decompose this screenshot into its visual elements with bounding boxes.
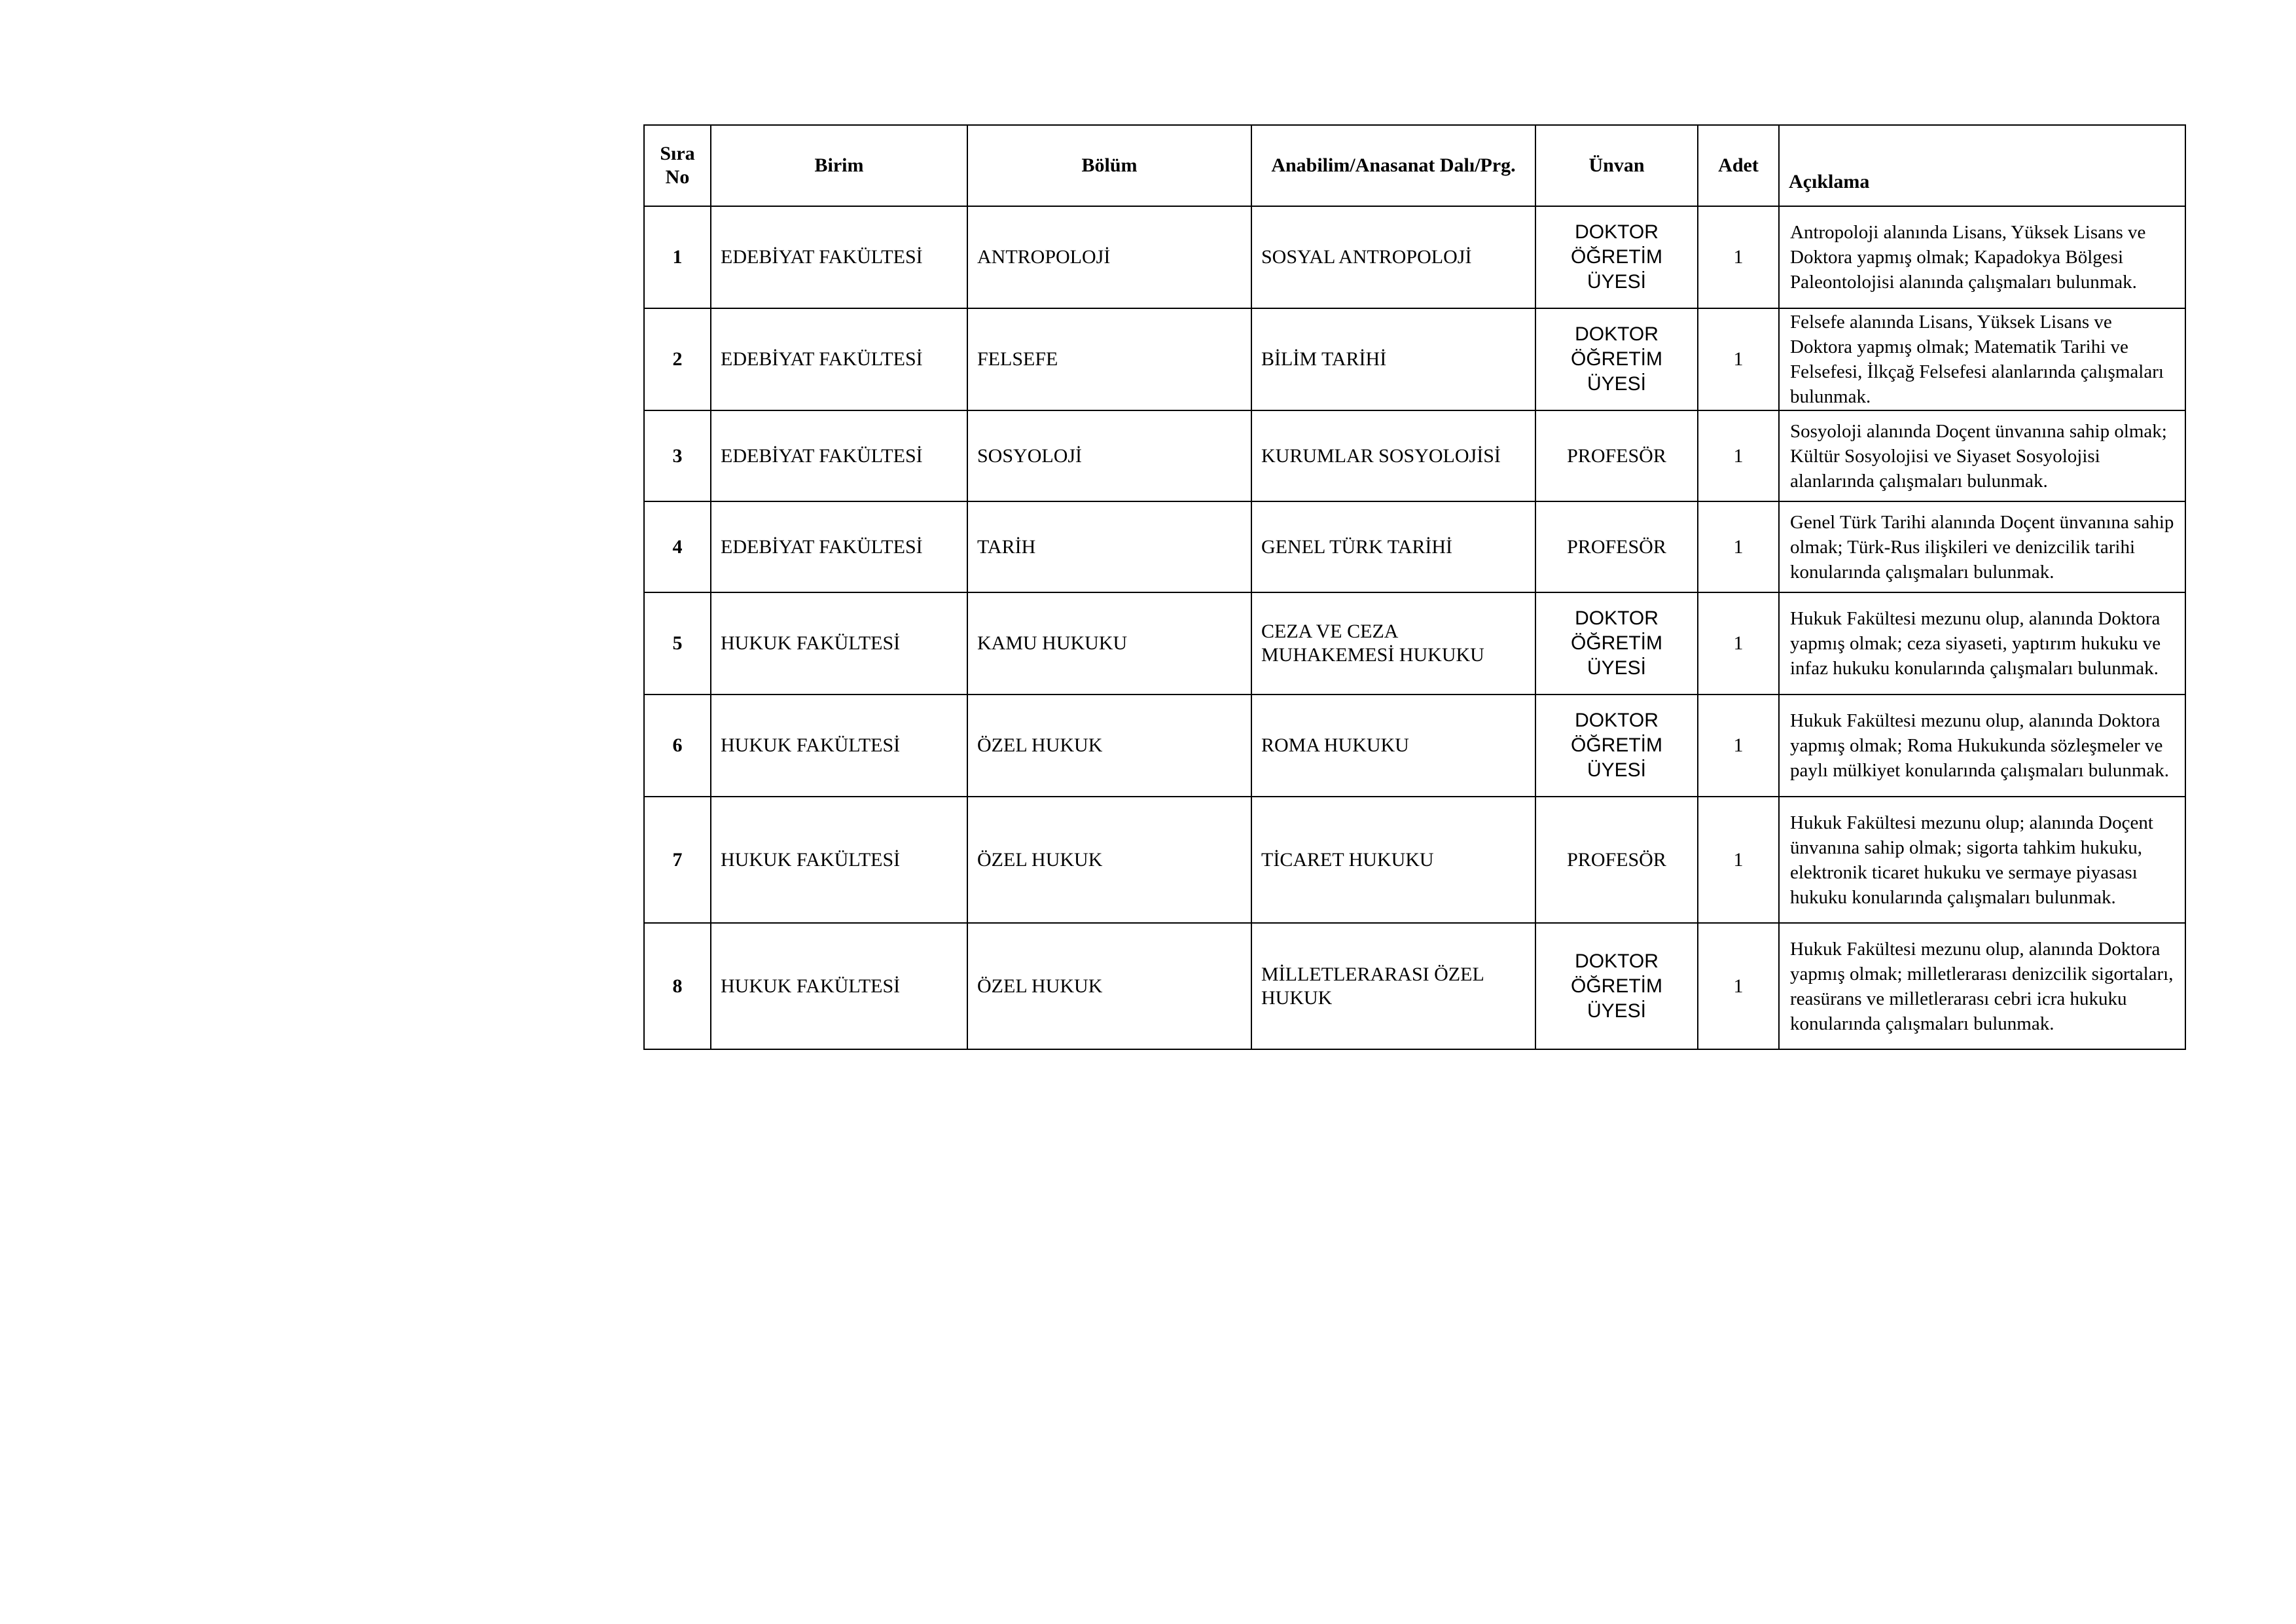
- cell-sira-no: 5: [644, 592, 711, 695]
- header-anabilim-dali: Anabilim/Anasanat Dalı/Prg.: [1251, 125, 1535, 206]
- cell-aciklama: Sosyoloji alanında Doçent ünvanına sahip olmak; Kültür Sosyolojisi ve Siyaset Sosyolojisi alanlarında çalışmaları bulunmak.: [1779, 410, 2185, 501]
- cell-sira-no: 8: [644, 923, 711, 1049]
- table-row: [644, 206, 2185, 308]
- cell-unvan: DOKTOR ÖĞRETİM ÜYESİ: [1535, 695, 1698, 797]
- cell-anabilim-dali: TİCARET HUKUKU: [1251, 797, 1535, 923]
- cell-aciklama: Felsefe alanında Lisans, Yüksek Lisans ve Doktora yapmış olmak; Matematik Tarihi ve Felsefesi, İlkçağ Felsefesi alanlarında çalışmaları bulunmak.: [1779, 308, 2185, 410]
- cell-birim: HUKUK FAKÜLTESİ: [711, 923, 967, 1049]
- cell-bolum: SOSYOLOJİ: [967, 410, 1251, 501]
- cell-anabilim-dali: ROMA HUKUKU: [1251, 695, 1535, 797]
- cell-bolum: KAMU HUKUKU: [967, 592, 1251, 695]
- cell-aciklama: Hukuk Fakültesi mezunu olup, alanında Doktora yapmış olmak; milletlerarası denizcilik sigortaları, reasürans ve milletlerarası cebri icra hukuku konularında çalışmaları bulunmak.: [1779, 923, 2185, 1049]
- cell-unvan: PROFESÖR: [1535, 797, 1698, 923]
- cell-unvan: DOKTOR ÖĞRETİM ÜYESİ: [1535, 206, 1698, 308]
- cell-adet: 1: [1698, 695, 1779, 797]
- cell-sira-no: 6: [644, 695, 711, 797]
- header-sira-no: Sıra No: [644, 125, 711, 206]
- cell-birim: HUKUK FAKÜLTESİ: [711, 695, 967, 797]
- header-birim: Birim: [711, 125, 967, 206]
- cell-sira-no: 4: [644, 501, 711, 592]
- cell-bolum: ÖZEL HUKUK: [967, 923, 1251, 1049]
- table-row: [644, 695, 2185, 797]
- cell-anabilim-dali: MİLLETLERARASI ÖZEL HUKUK: [1251, 923, 1535, 1049]
- cell-adet: 1: [1698, 308, 1779, 410]
- cell-bolum: ÖZEL HUKUK: [967, 797, 1251, 923]
- cell-birim: EDEBİYAT FAKÜLTESİ: [711, 206, 967, 308]
- cell-anabilim-dali: SOSYAL ANTROPOLOJİ: [1251, 206, 1535, 308]
- table-header: [644, 125, 2185, 206]
- cell-bolum: ÖZEL HUKUK: [967, 695, 1251, 797]
- header-bolum: Bölüm: [967, 125, 1251, 206]
- cell-aciklama: Hukuk Fakültesi mezunu olup, alanında Doktora yapmış olmak; Roma Hukukunda sözleşmeler ve paylı mülkiyet konularında çalışmaları bulunmak.: [1779, 695, 2185, 797]
- cell-adet: 1: [1698, 501, 1779, 592]
- staff-positions-table: [643, 124, 2186, 1050]
- cell-unvan: DOKTOR ÖĞRETİM ÜYESİ: [1535, 308, 1698, 410]
- cell-anabilim-dali: BİLİM TARİHİ: [1251, 308, 1535, 410]
- cell-adet: 1: [1698, 206, 1779, 308]
- table-row: [644, 410, 2185, 501]
- cell-sira-no: 2: [644, 308, 711, 410]
- cell-unvan: PROFESÖR: [1535, 410, 1698, 501]
- cell-bolum: TARİH: [967, 501, 1251, 592]
- cell-aciklama: Genel Türk Tarihi alanında Doçent ünvanına sahip olmak; Türk-Rus ilişkileri ve denizcilik tarihi konularında çalışmaları bulunmak.: [1779, 501, 2185, 592]
- header-row: [644, 125, 2185, 206]
- cell-anabilim-dali: GENEL TÜRK TARİHİ: [1251, 501, 1535, 592]
- header-unvan: Ünvan: [1535, 125, 1698, 206]
- cell-anabilim-dali: KURUMLAR SOSYOLOJİSİ: [1251, 410, 1535, 501]
- cell-sira-no: 3: [644, 410, 711, 501]
- cell-aciklama: Antropoloji alanında Lisans, Yüksek Lisans ve Doktora yapmış olmak; Kapadokya Bölgesi Paleontolojisi alanında çalışmaları bulunmak.: [1779, 206, 2185, 308]
- cell-birim: EDEBİYAT FAKÜLTESİ: [711, 308, 967, 410]
- cell-unvan: DOKTOR ÖĞRETİM ÜYESİ: [1535, 592, 1698, 695]
- cell-bolum: ANTROPOLOJİ: [967, 206, 1251, 308]
- cell-birim: HUKUK FAKÜLTESİ: [711, 592, 967, 695]
- table-row: [644, 592, 2185, 695]
- cell-sira-no: 7: [644, 797, 711, 923]
- table-row: [644, 923, 2185, 1049]
- header-aciklama: Açıklama: [1779, 125, 2185, 206]
- cell-adet: 1: [1698, 923, 1779, 1049]
- staff-positions-table-container: [643, 124, 2186, 1050]
- cell-birim: EDEBİYAT FAKÜLTESİ: [711, 501, 967, 592]
- cell-adet: 1: [1698, 797, 1779, 923]
- cell-birim: EDEBİYAT FAKÜLTESİ: [711, 410, 967, 501]
- header-adet: Adet: [1698, 125, 1779, 206]
- cell-unvan: DOKTOR ÖĞRETİM ÜYESİ: [1535, 923, 1698, 1049]
- cell-adet: 1: [1698, 592, 1779, 695]
- table-row: [644, 308, 2185, 410]
- cell-aciklama: Hukuk Fakültesi mezunu olup; alanında Doçent ünvanına sahip olmak; sigorta tahkim hukuku, elektronik ticaret hukuku ve sermaye piyasası hukuku konularında çalışmaları bulunmak.: [1779, 797, 2185, 923]
- cell-aciklama: Hukuk Fakültesi mezunu olup, alanında Doktora yapmış olmak; ceza siyaseti, yaptırım hukuku ve infaz hukuku konularında çalışmaları bulunmak.: [1779, 592, 2185, 695]
- table-row: [644, 797, 2185, 923]
- table-row: [644, 501, 2185, 592]
- cell-adet: 1: [1698, 410, 1779, 501]
- cell-sira-no: 1: [644, 206, 711, 308]
- cell-anabilim-dali: CEZA VE CEZA MUHAKEMESİ HUKUKU: [1251, 592, 1535, 695]
- cell-bolum: FELSEFE: [967, 308, 1251, 410]
- cell-birim: HUKUK FAKÜLTESİ: [711, 797, 967, 923]
- table-body: [644, 206, 2185, 1049]
- cell-unvan: PROFESÖR: [1535, 501, 1698, 592]
